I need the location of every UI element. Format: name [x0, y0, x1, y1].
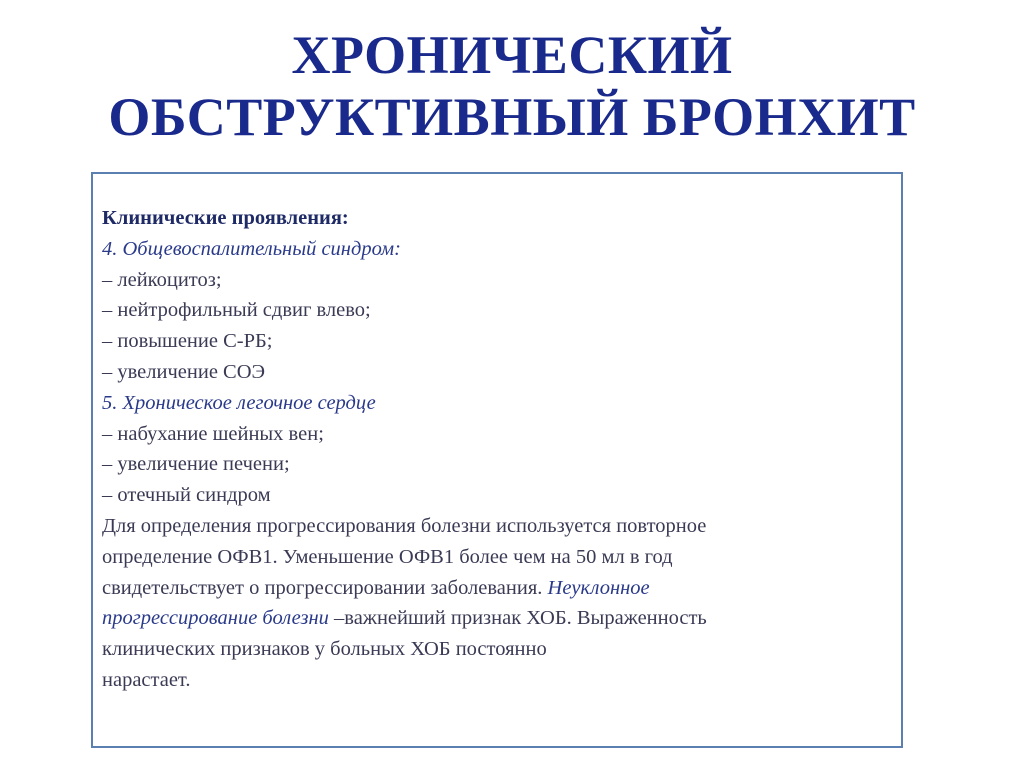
- paragraph-line-3: [102, 573, 892, 604]
- slide-title: [0, 24, 1024, 148]
- list-item: – увеличение печени;: [102, 453, 290, 476]
- list-item: – увеличение СОЭ: [102, 360, 266, 383]
- list-item: – нейтрофильный сдвиг влево;: [102, 299, 371, 322]
- paragraph-line-1: Для определения прогрессирования болезни используется повторное: [102, 514, 707, 537]
- paragraph-text: –важнейший признак ХОБ. Выраженность: [334, 607, 707, 630]
- title-line-2: ОБСТРУКТИВНЫЙ БРОНХИТ: [108, 87, 916, 147]
- paragraph-line-6: нарастает.: [102, 668, 191, 691]
- text-block: [102, 203, 892, 696]
- list-item: – повышение С-РБ;: [102, 330, 273, 353]
- paragraph-line-5: клинических признаков у больных ХОБ постоянно: [102, 638, 547, 661]
- section-4-title: 4. Общевоспалительный синдром:: [102, 237, 401, 260]
- list-item: – отечный синдром: [102, 484, 271, 507]
- list-item: – лейкоцитоз;: [102, 268, 222, 291]
- paragraph-text: свидетельствует о прогрессировании заболевания.: [102, 576, 548, 599]
- paragraph-emphasis: прогрессирование болезни: [102, 607, 335, 630]
- paragraph-emphasis: Неуклонное: [547, 576, 650, 599]
- list-item: – набухание шейных вен;: [102, 422, 324, 445]
- section-heading: Клинические проявления:: [102, 207, 349, 229]
- paragraph-line-2: определение ОФВ1. Уменьшение ОФВ1 более чем на 50 мл в год: [102, 545, 673, 568]
- title-line-1: ХРОНИЧЕСКИЙ: [291, 25, 733, 85]
- paragraph-line-4: [102, 603, 892, 634]
- section-5-title: 5. Хроническое легочное сердце: [102, 391, 376, 414]
